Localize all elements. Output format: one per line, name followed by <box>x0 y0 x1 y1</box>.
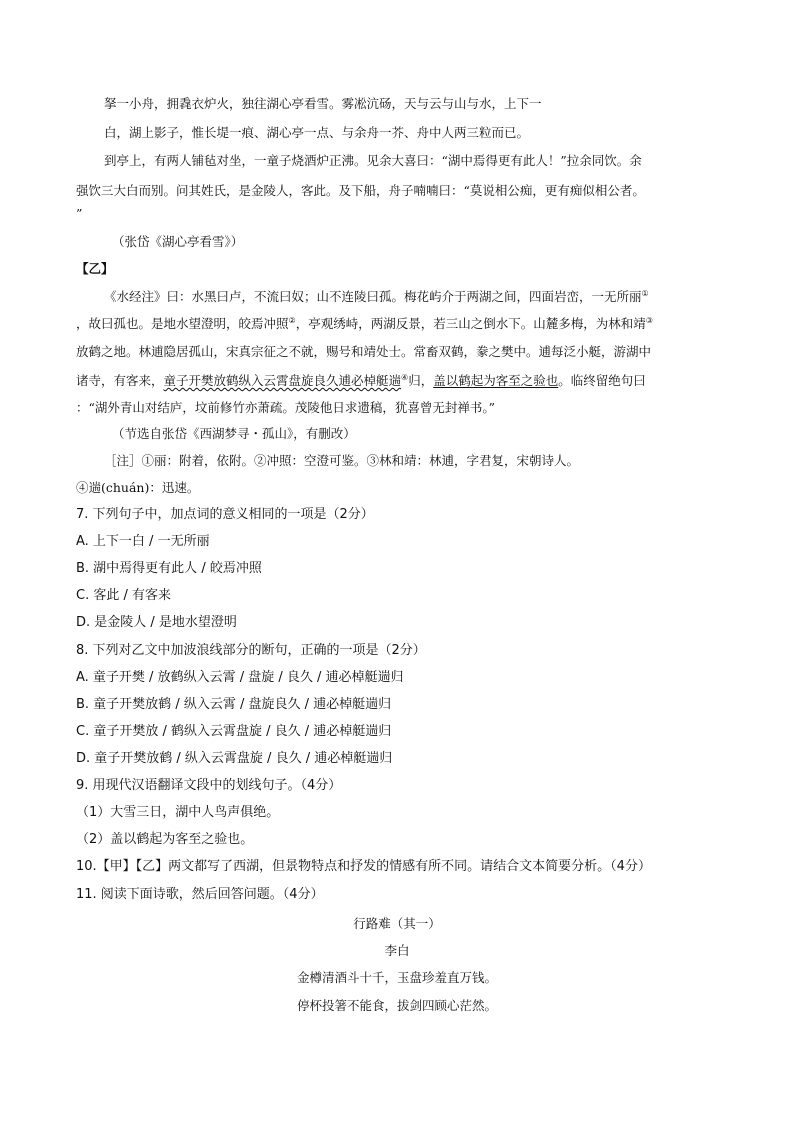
question-8-option-d: D. 童子开樊放鹤 / 纵入云霄盘旋 / 良久 / 逋必棹艇遄归 <box>76 751 393 766</box>
yi-line-1 <box>104 289 649 305</box>
yi-notes-line-2: ④遄(chuán)：迅速。 <box>76 480 200 495</box>
question-8-option-c: C. 童子开樊放 / 鹤纵入云霄盘旋 / 良久 / 逋必棹艇遄归 <box>76 724 392 739</box>
question-9-part-1: （1）大雪三日，湖中人鸟声俱绝。 <box>76 805 280 820</box>
yi-line-5: ：“湖外青山对结庐，坟前修竹亦萧疏。茂陵他日求遗稿，犹喜曾无封禅书。” <box>76 400 496 415</box>
poem-line-1: 金樽清酒斗十千，玉盘珍羞直万钱。 <box>296 970 497 985</box>
yi-line-4a-text: 诸寺，有客来， <box>76 373 164 388</box>
yi-line-4b-text: 归， <box>408 373 434 388</box>
yi-line-4 <box>76 373 646 389</box>
yi-notes-line-1: ［注］①丽：附着，依附。②冲照：空澄可鉴。③林和靖：林逋，字君复，宋朝诗人。 <box>104 453 580 468</box>
yi-line-1-text: 《水经注》曰：水黑曰卢，不流曰奴；山不连陵曰孤。梅花屿介于两湖之间，四面岩峦，一无所丽 <box>104 289 642 304</box>
question-8: 8. 下列对乙文中加波浪线部分的断句，正确的一项是（2分） <box>76 643 426 658</box>
poem-title: 行路难（其一） <box>353 916 441 931</box>
jia-line-3: 到亭上，有两人铺毡对坐，一童子烧酒炉正沸。见余大喜曰：“湖中焉得更有此人！”拉余同饮。余 <box>104 153 642 168</box>
note-marker-3: ③ <box>645 315 653 325</box>
question-8-option-a: A. 童子开樊 / 放鹤纵入云霄 / 盘旋 / 良久 / 逋必棹艇遄归 <box>76 670 404 685</box>
question-9-part-2: （2）盖以鹤起为客至之验也。 <box>76 832 254 847</box>
note-marker-2: ② <box>288 315 296 325</box>
question-7-option-b: B. 湖中焉得更有此人 / 皎焉冲照 <box>76 561 262 576</box>
wavy-underlined-passage: 童子开樊放鹤纵入云霄盘旋良久逋必棹艇遄 <box>163 373 402 388</box>
question-7: 7. 下列句子中，加点词的意义相同的一项是（2分） <box>76 507 374 522</box>
jia-line-1: 拏一小舟，拥毳衣炉火，独往湖心亭看雪。雾凇沆砀，天与云与山与水，上下一 <box>104 96 542 111</box>
jia-line-4: 强饮三大白而别。问其姓氏，是金陵人，客此。及下船，舟子喃喃曰：“莫说相公痴，更有痴似相公者。 <box>76 183 645 198</box>
jia-line-2: 白，湖上影子，惟长堤一痕、湖心亭一点、与余舟一芥、舟中人两三粒而已。 <box>104 125 530 140</box>
yi-heading: 【乙】 <box>76 261 114 276</box>
question-9: 9. 用现代汉语翻译文段中的划线句子。（4分） <box>76 778 342 793</box>
note-marker-4: ④ <box>401 372 409 382</box>
yi-line-3: 放鹤之地。林逋隐居孤山，宋真宗征之不就，赐号和靖处士。常畜双鹤，豢之樊中。逋每泛小艇，游湖中 <box>76 344 652 359</box>
poem-line-2: 停杯投箸不能食，拔剑四顾心茫然。 <box>296 998 497 1013</box>
question-7-option-a: A. 上下一白 / 一无所丽 <box>76 534 210 549</box>
jia-source: （张岱《湖心亭看雪》） <box>112 234 244 249</box>
question-10: 10.【甲】【乙】两文都写了西湖，但景物特点和抒发的情感有所不同。请结合文本简要分析。（4分） <box>76 859 651 874</box>
yi-line-2 <box>76 316 653 332</box>
question-7-option-c: C. 客此 / 有客来 <box>76 588 171 603</box>
yi-source: （节选自张岱《西湖梦寻・孤山》，有删改） <box>112 426 356 441</box>
question-7-option-d: D. 是金陵人 / 是地水望澄明 <box>76 615 237 630</box>
poem-author: 李白 <box>384 943 410 958</box>
yi-line-2b-text: ，亭观绣峙，两湖反景，若三山之倒水下。山麓多梅，为林和靖 <box>295 316 646 331</box>
underlined-sentence: 盖以鹤起为客至之验也 <box>433 373 559 388</box>
jia-line-5: ” <box>76 206 83 221</box>
yi-line-2a-text: ，故曰孤也。是地水望澄明，皎焉冲照 <box>76 316 289 331</box>
question-11: 11. 阅读下面诗歌，然后回答问题。（4分） <box>76 887 324 902</box>
yi-line-4c-text: 。临终留绝句曰 <box>558 373 646 388</box>
question-8-option-b: B. 童子开樊放鹤 / 纵入云霄 / 盘旋良久 / 逋必棹艇遄归 <box>76 697 392 712</box>
note-marker-1: ① <box>641 288 649 298</box>
